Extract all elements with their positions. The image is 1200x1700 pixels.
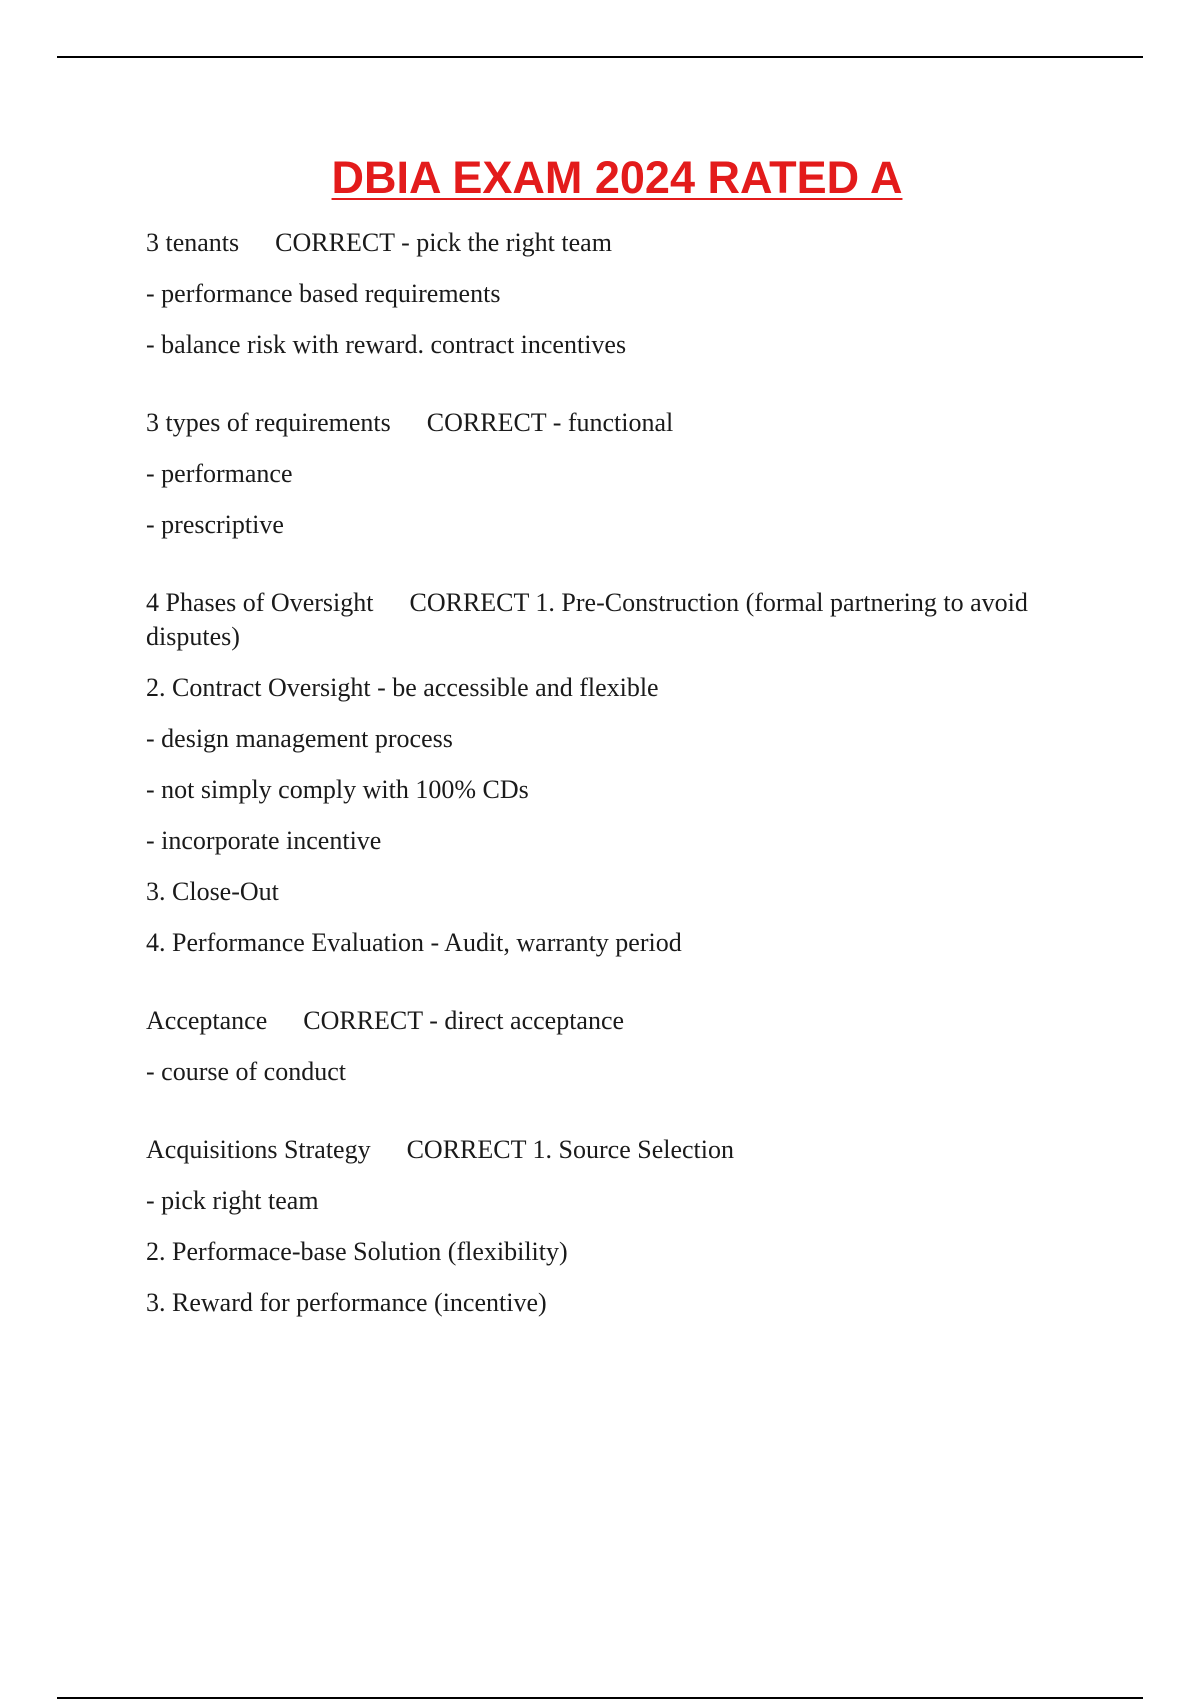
- entry-line: - pick right team: [146, 1186, 319, 1215]
- entry-answer: CORRECT - functional: [426, 408, 674, 437]
- entry-heading: [146, 1133, 1046, 1167]
- entry-line: 2. Contract Oversight - be accessible and flexible: [146, 673, 659, 702]
- entry-term: 3 types of requirements: [146, 408, 391, 437]
- entry-4-phases-of-oversight: [146, 586, 1046, 960]
- entry-line: 2. Performace-base Solution (flexibility): [146, 1237, 568, 1266]
- entry-line: 3. Close-Out: [146, 877, 279, 906]
- entry-line: 3. Reward for performance (incentive): [146, 1288, 547, 1317]
- entry-line: - not simply comply with 100% CDs: [146, 775, 529, 804]
- entry-line: - incorporate incentive: [146, 826, 382, 855]
- entry-answer: CORRECT 1. Source Selection: [406, 1135, 734, 1164]
- entry-line: 4. Performance Evaluation - Audit, warranty period: [146, 928, 682, 957]
- entry-answer: CORRECT - direct acceptance: [303, 1006, 625, 1035]
- entry-line: - design management process: [146, 724, 453, 753]
- document-title: [0, 150, 1200, 206]
- top-rule: [57, 56, 1143, 58]
- entry-line: - prescriptive: [146, 510, 284, 539]
- entry-heading: [146, 586, 1046, 654]
- entry-term: Acceptance: [146, 1006, 268, 1035]
- entry-line: - course of conduct: [146, 1057, 346, 1086]
- document-title-text: DBIA EXAM 2024 RATED A: [331, 152, 903, 203]
- entry-3-types-of-requirements: [146, 406, 1046, 542]
- entry-line: - performance based requirements: [146, 279, 501, 308]
- entry-term: 3 tenants: [146, 228, 240, 257]
- entry-heading: [146, 406, 1046, 440]
- entry-answer: CORRECT - pick the right team: [275, 228, 612, 257]
- entry-line: - balance risk with reward. contract incentives: [146, 330, 627, 359]
- entry-acquisitions-strategy: [146, 1133, 1046, 1320]
- document-body: [146, 226, 1046, 1364]
- entry-answer: CORRECT 1. Pre-Construction (formal partnering to avoid disputes): [146, 588, 1028, 651]
- entry-line: - performance: [146, 459, 293, 488]
- bottom-rule: [57, 1697, 1143, 1699]
- entry-heading: [146, 1004, 1046, 1038]
- entry-heading: [146, 226, 1046, 260]
- entry-term: 4 Phases of Oversight: [146, 588, 374, 617]
- entry-term: Acquisitions Strategy: [146, 1135, 371, 1164]
- entry-3-tenants: [146, 226, 1046, 362]
- entry-acceptance: [146, 1004, 1046, 1089]
